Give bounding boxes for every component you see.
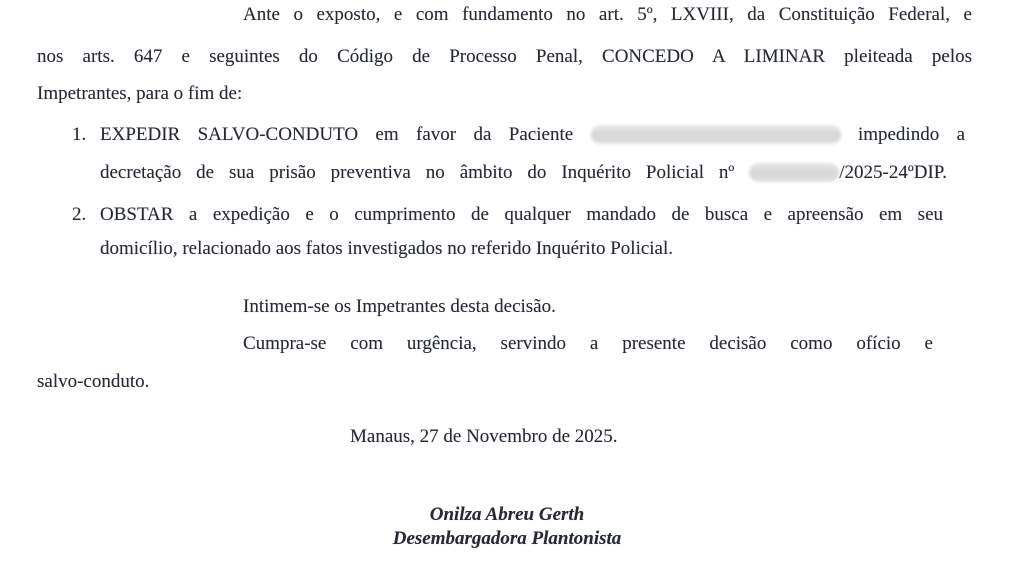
para1-line1: Ante o exposto, e com fundamento no art. 5º, LXVIII, da Constituição Federal, e <box>243 4 972 25</box>
list-item1-line2 <box>100 158 947 188</box>
list-item1-line2-text-after: /2025-24ºDIP. <box>839 162 947 183</box>
list-item2-line2: domicílio, relacionado aos fatos investigados no referido Inquérito Policial. <box>100 238 674 259</box>
list-item1-line2-text-before: decretação de sua prisão preventiva no âmbito do Inquérito Policial nº <box>100 162 735 183</box>
redacted-inquiry-number <box>749 163 839 182</box>
redacted-patient-name <box>591 125 841 144</box>
para1-line2: nos arts. 647 e seguintes do Código de Processo Penal, CONCEDO A LIMINAR pleiteada pelos <box>37 46 972 67</box>
list-item1-line1 <box>100 120 965 150</box>
para3-line2: salvo-conduto. <box>37 371 150 392</box>
list-item2-line1: OBSTAR a expedição e o cumprimento de qualquer mandado de busca e apreensão em seu <box>100 204 943 225</box>
para3-line1: Cumpra-se com urgência, servindo a presente decisão como ofício e <box>243 333 933 354</box>
signature-title: Desembargadora Plantonista <box>392 528 622 549</box>
para1-line3: Impetrantes, para o fim de: <box>37 83 243 104</box>
signature-name: Onilza Abreu Gerth <box>429 504 585 525</box>
list-item1-line1-text-after: impedindo a <box>857 124 965 145</box>
list-item1-number: 1. <box>72 124 87 145</box>
date-line: Manaus, 27 de Novembro de 2025. <box>350 426 618 447</box>
list-item2-number: 2. <box>72 204 87 225</box>
para2-line1: Intimem-se os Impetrantes desta decisão. <box>243 296 556 317</box>
list-item1-line1-text-before: EXPEDIR SALVO-CONDUTO em favor da Paciente <box>100 124 574 145</box>
